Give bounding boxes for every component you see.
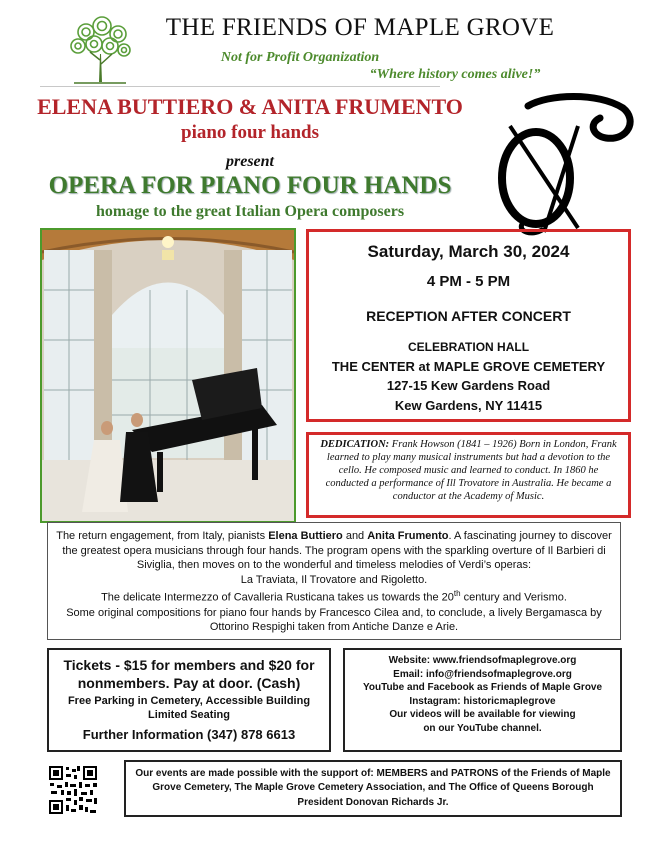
- treble-clef-icon: [488, 86, 638, 236]
- pianists-photo: [40, 228, 296, 523]
- dedication-label: DEDICATION:: [320, 439, 390, 450]
- seating-info: Limited Seating: [148, 709, 230, 721]
- performers-subtitle: piano four hands: [181, 122, 319, 143]
- tickets-box: [47, 648, 331, 752]
- videos-info: Our videos will be available for viewing: [389, 709, 576, 721]
- program-description: [47, 522, 621, 640]
- pianist-name: Anita Frumento: [367, 530, 449, 542]
- concert-title: OPERA FOR PIANO FOUR HANDS: [48, 172, 452, 199]
- org-motto: “Where history comes alive!”: [369, 67, 541, 82]
- event-time: 4 PM - 5 PM: [426, 273, 511, 290]
- contact-box: [343, 648, 622, 752]
- tree-spiral-icon: [64, 14, 136, 86]
- description-text: The return engagement, from Italy, pianists: [56, 530, 269, 542]
- parking-info: Free Parking in Cemetery, Accessible Building: [67, 695, 311, 707]
- event-venue: THE CENTER at MAPLE GROVE CEMETERY: [331, 359, 606, 374]
- qr-code-icon[interactable]: [48, 765, 98, 815]
- event-street: 127-15 Kew Gardens Road: [386, 378, 551, 393]
- sponsors-box: Our events are made possible with the support of: MEMBERS and PATRONS of the Friends of Maple Grove Cemetery, The Maple Grove Cemetery Association, and The Office of Queens Borough President Donovan Richards Jr.: [124, 760, 622, 817]
- event-hall: CELEBRATION HALL: [407, 340, 530, 354]
- event-details-box: [306, 229, 631, 422]
- org-title: THE FRIENDS OF MAPLE GROVE: [165, 14, 555, 41]
- channel-info: on our YouTube channel.: [423, 722, 542, 734]
- performers-heading: ELENA BUTTIERO & ANITA FRUMENTO: [37, 94, 463, 119]
- pianist-name: Elena Buttiero: [268, 530, 343, 542]
- header-divider: [40, 86, 440, 87]
- description-paragraph: La Traviata, Il Trovatore and Rigoletto.: [240, 573, 428, 586]
- ticket-prices: Tickets - $15 for members and $20 for nonmembers. Pay at door. (Cash): [63, 657, 315, 691]
- dedication-text: Frank Howson (1841 – 1926) Born in London, Frank learned to play many musical instruments but had a devotion to the cello. He composed music and learned to conduct. In 1860 he conducted a performance of Ill Trovatore in Australia. He became a conductor at the Academy of Music.: [325, 439, 617, 502]
- event-date: Saturday, March 30, 2024: [367, 242, 570, 261]
- website-link[interactable]: Website: www.friendsofmaplegrove.org: [388, 655, 577, 666]
- concert-subtitle: homage to the great Italian Opera composers: [95, 203, 405, 220]
- social-info: YouTube and Facebook as Friends of Maple Grove: [362, 682, 603, 694]
- event-city: Kew Gardens, NY 11415: [394, 398, 543, 413]
- description-paragraph: [56, 587, 612, 605]
- event-reception: RECEPTION AFTER CONCERT: [366, 308, 571, 324]
- description-text: . A fascinating journey to discover the greatest opera musicians through four hands. The program opens with the sparkling overture of Il Barbieri di Siviglia, then moves on to the wonderful and timeless melodies of Verdi’s operas:: [62, 530, 612, 572]
- description-text: and: [342, 530, 368, 542]
- instagram-info: Instagram: historicmaplegrove: [409, 695, 556, 707]
- description-text: The delicate Intermezzo of Cavalleria Rusticana takes us towards the 20: [101, 592, 454, 605]
- dedication-box: [306, 432, 631, 518]
- description-superscript: th: [453, 589, 461, 599]
- description-text: century and Verismo.: [460, 592, 567, 605]
- email-link[interactable]: Email: info@friendsofmaplegrove.org: [393, 668, 572, 680]
- org-subtitle: Not for Profit Organization: [220, 50, 380, 65]
- present-label: present: [226, 153, 274, 170]
- description-paragraph: Some original compositions for piano four hands by Francesco Cilea and, to conclude, a lively Bergamasca by Ottorino Respighi taken from Antiche Danze e Arie.: [66, 606, 602, 634]
- description-paragraph: [56, 529, 612, 573]
- phone-info: Further Information (347) 878 6613: [82, 727, 296, 742]
